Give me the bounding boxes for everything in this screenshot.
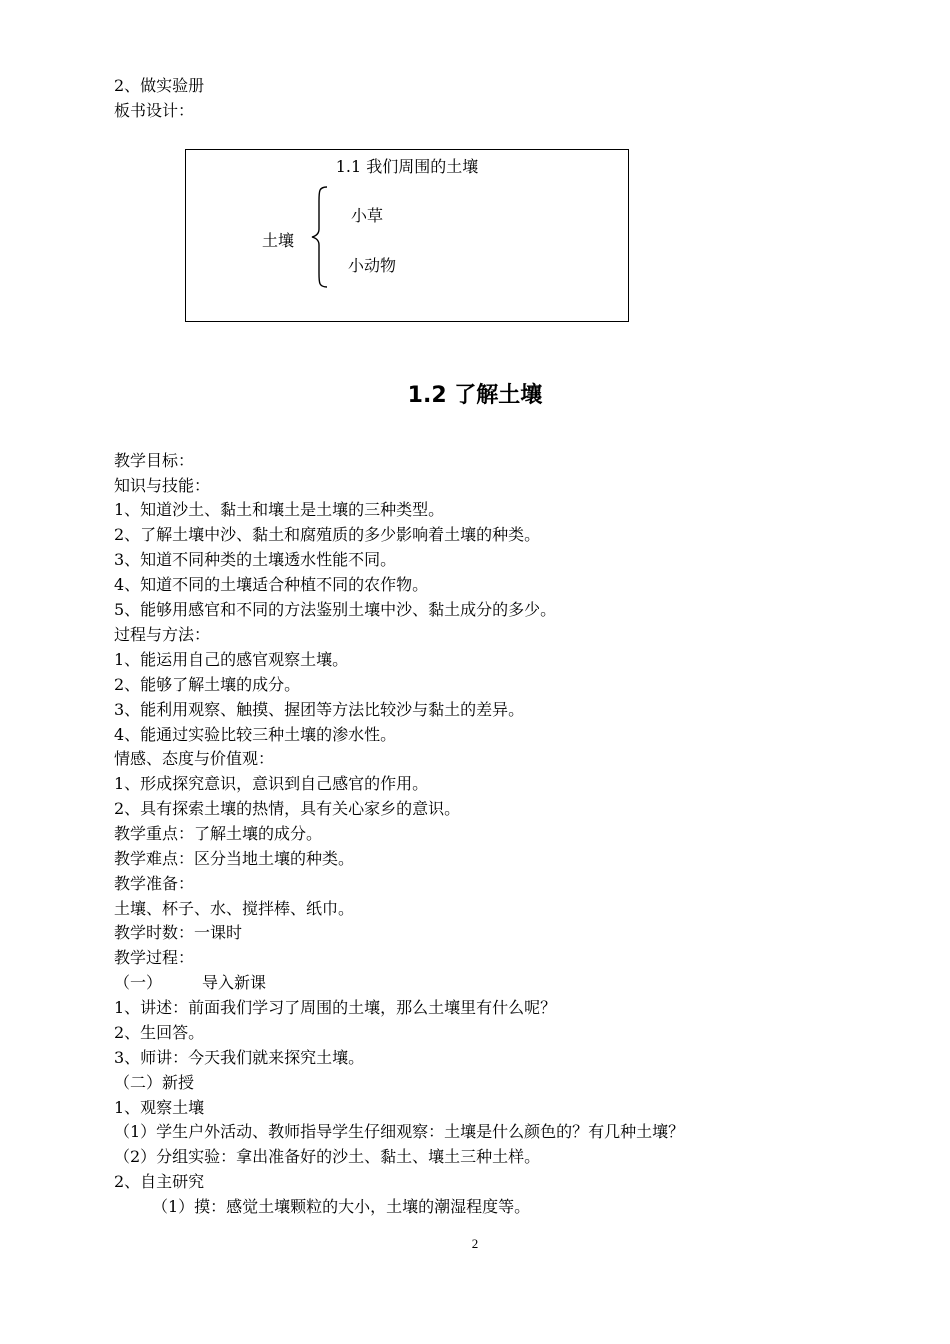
board-item: 小草 bbox=[351, 206, 384, 225]
text-line: 2、能够了解土壤的成分。 bbox=[114, 675, 301, 694]
section-label: 导入新课 bbox=[202, 973, 267, 992]
text-line: 1、讲述：前面我们学习了周围的土壤，那么土壤里有什么呢？ bbox=[114, 998, 557, 1017]
text-line: 过程与方法： bbox=[114, 625, 211, 644]
text-line: 1、知道沙土、黏土和壤土是土壤的三种类型。 bbox=[114, 500, 445, 519]
text-line: 教学过程： bbox=[114, 948, 195, 967]
text-line: 知识与技能： bbox=[114, 476, 211, 495]
brace-icon bbox=[310, 185, 330, 289]
text-line: 2、自主研究 bbox=[114, 1172, 205, 1191]
text-line: 情感、态度与价值观： bbox=[114, 749, 275, 768]
text-line: 3、师讲：今天我们就来探究土壤。 bbox=[114, 1048, 365, 1067]
section-heading: 1.2 了解土壤 bbox=[407, 383, 543, 408]
text-line: 3、能利用观察、触摸、握团等方法比较沙与黏土的差异。 bbox=[114, 700, 525, 719]
page-number: 2 bbox=[471, 1236, 479, 1251]
text-line: （1）学生户外活动、教师指导学生仔细观察：土壤是什么颜色的？有几种土壤？ bbox=[114, 1122, 685, 1141]
text-line bbox=[114, 973, 266, 993]
text-line: 2、了解土壤中沙、黏土和腐殖质的多少影响着土壤的种类。 bbox=[114, 525, 541, 544]
text-line: 教学时数：一课时 bbox=[114, 923, 243, 942]
text-line: （二）新授 bbox=[114, 1073, 195, 1092]
board-title: 1.1 我们周围的土壤 bbox=[335, 157, 479, 176]
text-line: 教学准备： bbox=[114, 874, 195, 893]
text-line: （2）分组实验：拿出准备好的沙土、黏土、壤土三种土样。 bbox=[114, 1147, 541, 1166]
text-line: 4、能通过实验比较三种土壤的渗水性。 bbox=[114, 725, 397, 744]
text-line: 土壤、杯子、水、搅拌棒、纸巾。 bbox=[114, 899, 355, 918]
text-line: 教学难点：区分当地土壤的种类。 bbox=[114, 849, 355, 868]
blackboard-design-box bbox=[185, 149, 629, 322]
text-line: 4、知道不同的土壤适合种植不同的农作物。 bbox=[114, 575, 429, 594]
text-line: 教学目标： bbox=[114, 451, 195, 470]
text-line: 1、形成探究意识，意识到自己感官的作用。 bbox=[114, 774, 429, 793]
text-line: 2、生回答。 bbox=[114, 1023, 205, 1042]
text-line: 2、具有探索土壤的热情，具有关心家乡的意识。 bbox=[114, 799, 461, 818]
board-item: 小动物 bbox=[348, 256, 397, 275]
text-line: 2、做实验册 bbox=[114, 76, 205, 95]
text-line: （1）摸：感觉土壤颗粒的大小，土壤的潮湿程度等。 bbox=[152, 1197, 531, 1216]
text-line: 1、能运用自己的感官观察土壤。 bbox=[114, 650, 349, 669]
text-line: 1、观察土壤 bbox=[114, 1098, 205, 1117]
section-number: （一） bbox=[114, 973, 163, 992]
text-line: 3、知道不同种类的土壤透水性能不同。 bbox=[114, 550, 397, 569]
text-line: 5、能够用感官和不同的方法鉴别土壤中沙、黏土成分的多少。 bbox=[114, 600, 557, 619]
board-left-label: 土壤 bbox=[262, 231, 295, 250]
text-line: 教学重点：了解土壤的成分。 bbox=[114, 824, 323, 843]
text-line: 板书设计： bbox=[114, 101, 195, 120]
